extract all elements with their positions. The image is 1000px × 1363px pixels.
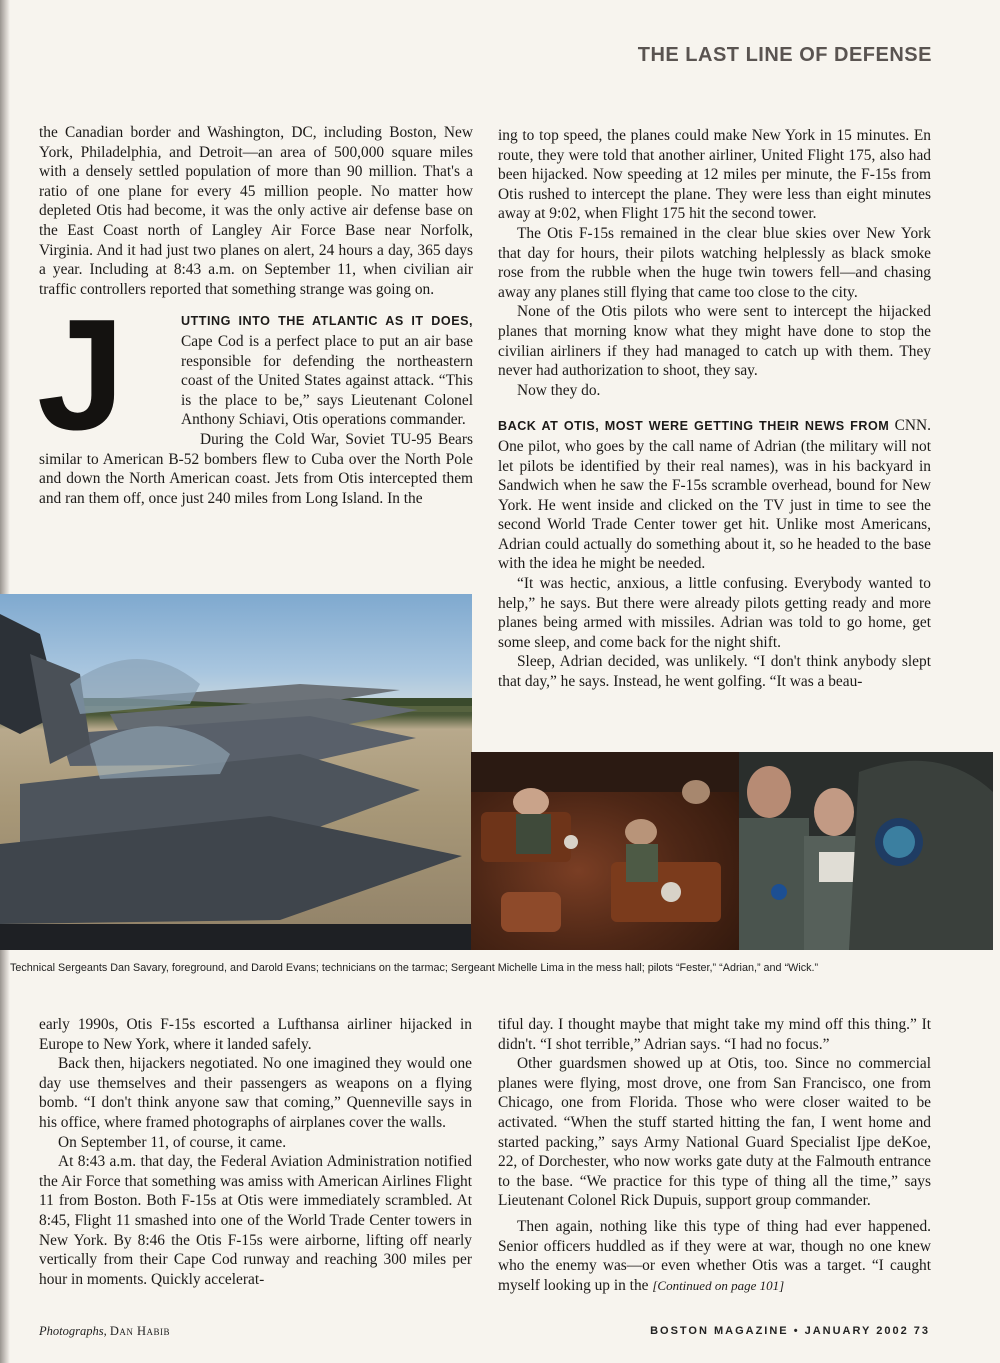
column-bottom-left <box>39 1015 472 1289</box>
page-folio: BOSTON MAGAZINE • JANUARY 2002 73 <box>650 1325 930 1337</box>
column-bottom-right <box>498 1015 931 1295</box>
paragraph: ing to top speed, the planes could make New York in 15 minutes. En route, they were told that another airliner, United Flight 175, also had been hijacked. Now speeding at 12 miles per minute, the F-15s from Otis rushed to intercept the plane. They were less than eight minutes away at 9:02, when Flight 175 hit the second tower. <box>498 127 931 223</box>
continued-note: [Continued on page 101] <box>652 1277 785 1293</box>
drop-cap: J <box>37 287 125 464</box>
paragraph: the Canadian border and Washington, DC, including Boston, New York, Philadelphia, and Detroit—an area of 500,000 square miles with a densely settled population of more than 90 million. That's a ratio of one plane for every 45 million people. No matter how depleted Otis had become, it was the only active air defense base on the East Coast north of Langley Air Force Base near Norfolk, Virginia. And it had just two planes on alert, 24 hours a day, 365 days a year. Including at 8:43 a.m. on September 11, when civilian air traffic controllers reported that something strange was going on. <box>39 124 473 298</box>
running-head: THE LAST LINE OF DEFENSE <box>637 44 932 66</box>
column-top-right <box>498 126 931 692</box>
paragraph: Sleep, Adrian decided, was unlikely. “I don't think anybody slept that day,” he says. Instead, he went golfing. “It was a beau- <box>498 653 931 691</box>
paragraph: CNN. One pilot, who goes by the call name of Adrian (the military will not let pilots be identified by their real names), was in his backyard in Sandwich when he saw the F-15s scramble overhead, bound for New York. He went inside and clicked on the TV just in time to see the second World Trade Center tower get hit. Unlike most Americans, Adrian could actually do something about it, so he headed to the base with the idea he might be needed. <box>498 417 931 573</box>
paragraph: Cape Cod is a perfect place to put an air base responsible for defending the northeastern coast of the United States against attack. “This is the place to be,” says Lieutenant Colonel Anthony Schiavi, Otis operations commander. <box>181 332 473 429</box>
paragraph: At 8:43 a.m. that day, the Federal Aviation Administration notified the Air Force that something was amiss with American Airlines Flight 11 from Boston. Both F-15s at Otis were immediately scrambled. At 8:45, Flight 11 smashed into one of the World Trade Center towers in New York. By 8:46 the Otis F-15s were airborne, lifting off nearly vertically from their Cape Cod runway and reaching 300 miles per hour in moments. Quickly accelerat- <box>39 1153 472 1288</box>
lead-in-caps: BACK AT OTIS, MOST WERE GETTING THEIR NEWS FROM <box>498 419 890 434</box>
photo-pilots <box>739 752 993 950</box>
paragraph: On September 11, of course, it came. <box>58 1133 287 1151</box>
column-top-left <box>39 123 473 508</box>
photo-caption: Technical Sergeants Dan Savary, foreground, and Darold Evans; technicians on the tarmac; Sergeant Michelle Lima in the mess hall; pilots “Fester,” “Adrian,” and “Wick.” <box>10 962 819 974</box>
pilots-illustration <box>739 752 993 950</box>
credit-label: Photographs, <box>39 1324 107 1338</box>
photo-mess-hall <box>471 752 739 950</box>
paragraph: “It was hectic, anxious, a little confusing. Everybody wanted to help,” he says. But there were already pilots getting ready and more planes being armed with missiles. Adrian was told to go home, get some sleep, and come back for the night shift. <box>498 575 931 651</box>
paragraph: During the Cold War, Soviet TU-95 Bears similar to American B-52 bombers flew to Cuba over the North Pole and down the North American coast. Jets from Otis intercepted them and ran them off, once just 240 miles from Long Island. In the <box>39 430 473 507</box>
credit-name: Dan Habib <box>109 1324 171 1338</box>
paragraph: Back then, hijackers negotiated. No one imagined they would one day use themselves and their passengers as weapons on a flying bomb. “I don't think anyone saw that coming,” Quenneville says in his office, where framed photographs of airplanes cover the walls. <box>39 1055 472 1131</box>
paragraph: Other guardsmen showed up at Otis, too. Since no commercial planes were flying, most drove, one from San Francisco, one from Chicago, one from Florida. Those who were closer waited to be activated. “When the stuff started hitting the fan, I went home and started packing,” says Army National Guard Specialist Ijpe deKoe, 22, of Dorchester, who now works gate duty at the Falmouth entrance to the base. “We practice for this type of thing all the time,” says Lieutenant Colonel Rick Dupuis, support group commander. <box>498 1055 931 1210</box>
paragraph: early 1990s, Otis F-15s escorted a Lufthansa airliner hijacked in Europe to New York, where it landed safely. <box>39 1016 472 1053</box>
paragraph: Then again, nothing like this type of thing had ever happened. Senior officers huddled as if they were at war, though no one knew who the enemy was—or even whether Otis was a target. “I caught myself looking up in the <box>498 1217 931 1294</box>
paragraph: The Otis F-15s remained in the clear blue skies over New York that day for hours, their pilots watching helplessly as black smoke rose from the rubble when the huge twin towers fell—and chasing away any planes still flying that came too close to the city. <box>498 224 931 301</box>
photo-credit <box>39 1324 170 1339</box>
photo-f15-jets-on-tarmac <box>0 594 472 950</box>
paragraph: None of the Otis pilots who were sent to intercept the hijacked planes that morning know what they might have done to stop the civilian airliners if they had managed to catch up with them. They never had authorization to shoot, they say. <box>498 303 931 380</box>
mess-hall-illustration <box>471 752 739 950</box>
paragraph: Now they do. <box>517 381 601 399</box>
lead-in-caps: UTTING INTO THE ATLANTIC AS IT DOES, <box>181 314 473 329</box>
jets-illustration <box>0 594 472 950</box>
paragraph: tiful day. I thought maybe that might take my mind off this thing.” It didn't. “I shot terrible,” Adrian says. “I had no focus.” <box>498 1016 931 1053</box>
